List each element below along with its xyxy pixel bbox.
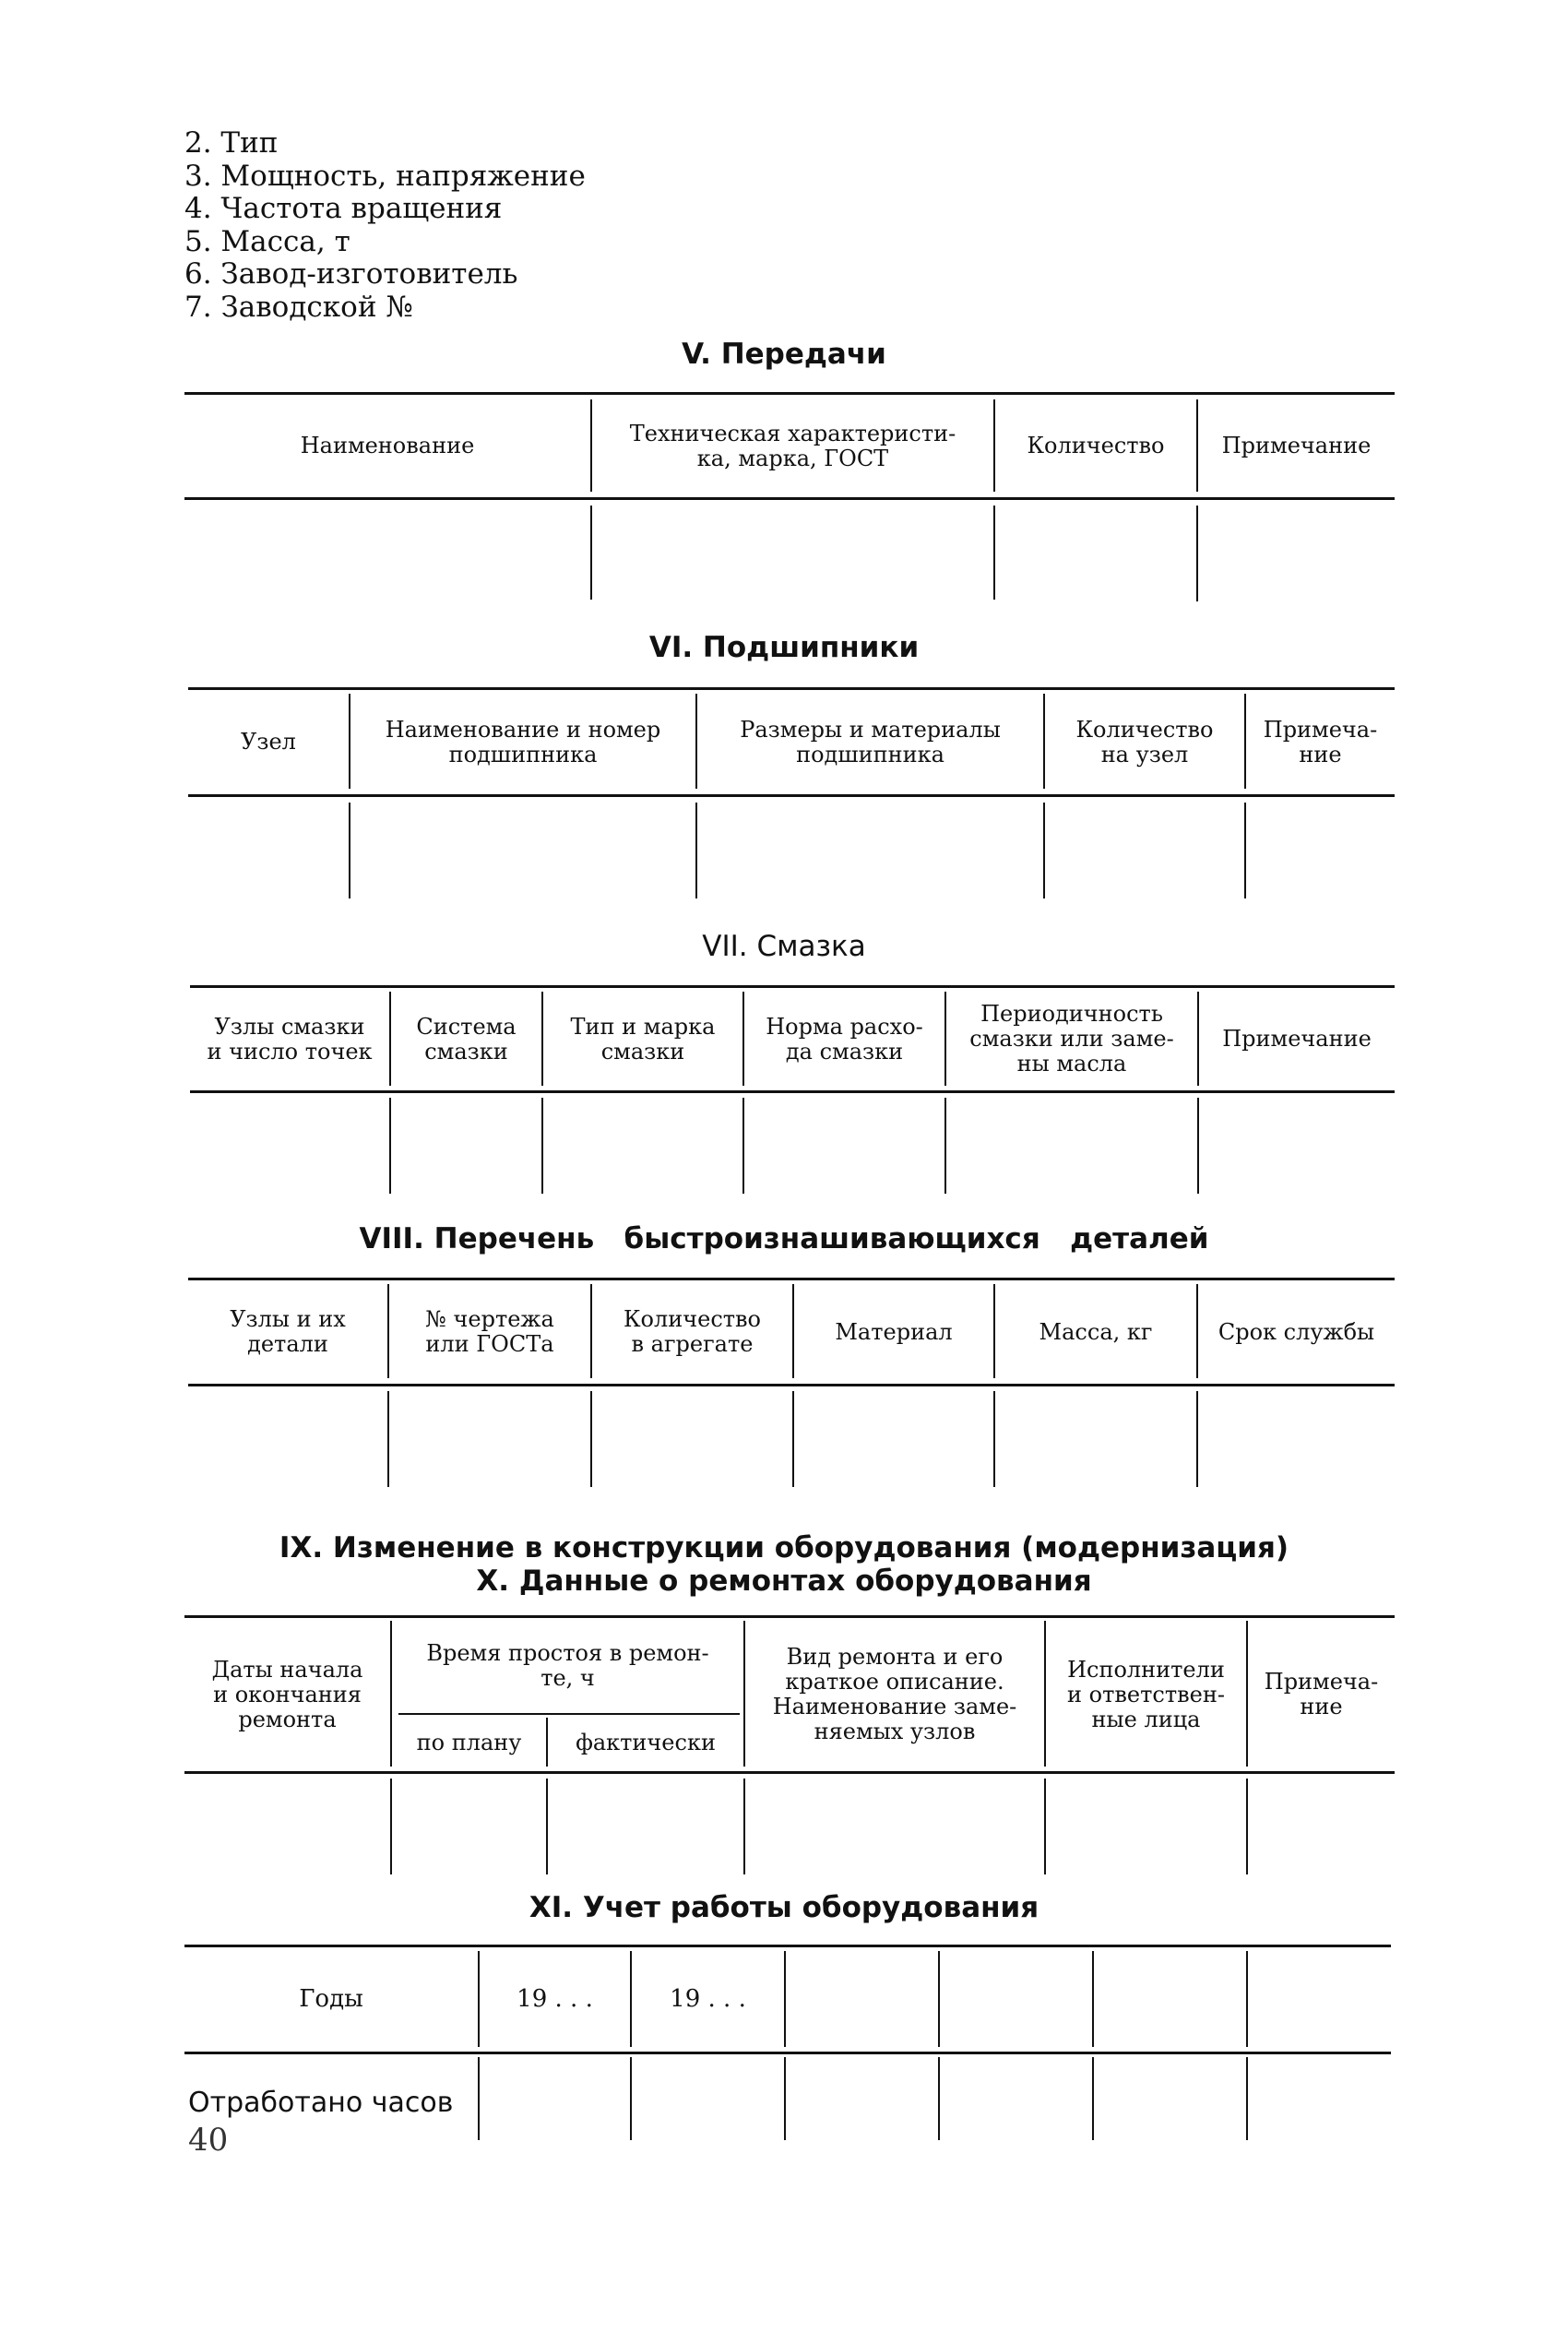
table-header-rule bbox=[188, 794, 1395, 797]
column-divider bbox=[944, 1098, 946, 1194]
header-cell: Узлы смазки и число точек bbox=[207, 1013, 373, 1065]
column-divider bbox=[993, 1391, 995, 1487]
header-cell: Примеча- ние bbox=[1264, 1669, 1379, 1719]
column-divider bbox=[742, 1098, 744, 1194]
header-cell: Периодичность смазки или заме- ны масла bbox=[969, 1001, 1174, 1077]
page-number: 40 bbox=[188, 2122, 229, 2159]
column-divider bbox=[1197, 1098, 1199, 1194]
equipment-spec-list bbox=[184, 127, 586, 324]
header-cell: Узлы и их детали bbox=[230, 1306, 346, 1357]
list-item: 7. Заводской № bbox=[184, 290, 413, 324]
section-viii-title: VIII. Перечень быстроизнашивающихся деталей bbox=[359, 1222, 1209, 1255]
column-divider bbox=[1043, 803, 1045, 898]
header-cell: Количество на узел bbox=[1075, 716, 1214, 767]
header-cell: Узел bbox=[241, 729, 296, 755]
list-item: 3. Мощность, напряжение bbox=[184, 159, 586, 193]
column-divider bbox=[695, 803, 697, 898]
column-divider bbox=[1092, 1951, 1094, 2047]
column-divider bbox=[349, 803, 350, 898]
column-divider bbox=[387, 1391, 389, 1487]
header-cell: Примеча- ние bbox=[1263, 716, 1378, 767]
header-cell: Примечание bbox=[1222, 1026, 1372, 1052]
year-cell: 19 . . . bbox=[670, 1985, 746, 2013]
header-cell: Вид ремонта и его краткое описание. Наименование заме- няемых узлов bbox=[772, 1644, 1017, 1744]
column-divider bbox=[1196, 506, 1198, 601]
column-divider bbox=[590, 1391, 592, 1487]
header-cell: Система смазки bbox=[416, 1013, 517, 1065]
list-item: 2. Тип bbox=[184, 126, 279, 160]
header-cell: Количество bbox=[1027, 433, 1165, 458]
table-header-rule bbox=[190, 1090, 1395, 1093]
column-divider bbox=[1246, 2057, 1248, 2140]
column-divider bbox=[784, 1951, 786, 2047]
column-divider bbox=[1044, 1779, 1046, 1874]
column-divider bbox=[590, 506, 592, 600]
header-cell: Даты начала и окончания ремонта bbox=[211, 1656, 363, 1732]
header-cell: Масса, кг bbox=[1039, 1318, 1153, 1345]
header-cell: Время простоя в ремон- те, ч bbox=[426, 1639, 709, 1691]
column-divider bbox=[630, 2057, 632, 2140]
column-divider bbox=[1246, 1951, 1248, 2047]
header-cell: Размеры и материалы подшипника bbox=[740, 716, 1001, 767]
header-cell: Примечание bbox=[1221, 433, 1372, 458]
header-cell: Исполнители и ответствен- ные лица bbox=[1067, 1656, 1225, 1732]
header-cell: Норма расхо- да смазки bbox=[766, 1013, 923, 1065]
header-cell: Количество в агрегате bbox=[623, 1306, 761, 1357]
years-label: Годы bbox=[299, 1985, 363, 2013]
list-item: 4. Частота вращения bbox=[184, 192, 503, 225]
column-divider bbox=[792, 1391, 794, 1487]
column-divider bbox=[1092, 2057, 1094, 2140]
section-vi-title: VI. Подшипники bbox=[648, 631, 920, 664]
header-cell: Наименование bbox=[300, 433, 475, 458]
header-cell: Тип и марка смазки bbox=[570, 1013, 716, 1065]
table-header-rule bbox=[184, 497, 1395, 500]
column-divider bbox=[993, 506, 995, 600]
header-cell: по плану bbox=[416, 1730, 522, 1755]
column-divider bbox=[546, 1779, 548, 1874]
list-item: 5. Масса, т bbox=[184, 224, 350, 258]
header-cell: № чертежа или ГОСТа bbox=[425, 1306, 554, 1357]
column-divider bbox=[784, 2057, 786, 2140]
hours-worked-label: Отработано часов bbox=[188, 2087, 454, 2119]
list-item: 6. Завод-изготовитель bbox=[184, 257, 518, 291]
year-cell: 19 . . . bbox=[517, 1985, 593, 2013]
column-divider bbox=[541, 1098, 543, 1194]
column-divider bbox=[1196, 1391, 1198, 1487]
header-cell: Наименование и номер подшипника bbox=[385, 716, 661, 767]
column-divider bbox=[938, 1951, 940, 2047]
header-cell: Техническая характеристи- ка, марка, ГОСТ bbox=[629, 420, 956, 471]
table-header-rule bbox=[184, 1771, 1395, 1774]
column-divider bbox=[1244, 803, 1246, 898]
column-divider bbox=[389, 1098, 391, 1194]
column-divider bbox=[478, 2057, 480, 2140]
section-xi-title: XI. Учет работы оборудования bbox=[529, 1891, 1039, 1924]
header-cell: Материал bbox=[835, 1318, 953, 1345]
table-mid-rule bbox=[184, 2052, 1391, 2054]
header-cell: фактически bbox=[576, 1730, 716, 1755]
column-divider bbox=[390, 1779, 392, 1874]
column-divider bbox=[1246, 1779, 1248, 1874]
table-header-rule bbox=[188, 1384, 1395, 1386]
section-vii-title: VII. Смазка bbox=[702, 930, 866, 963]
column-divider bbox=[938, 2057, 940, 2140]
section-v-title: V. Передачи bbox=[682, 338, 886, 371]
column-divider bbox=[743, 1779, 745, 1874]
section-ix-title: IX. Изменение в конструкции оборудования (модернизация) bbox=[279, 1531, 1289, 1565]
header-cell: Срок службы bbox=[1218, 1318, 1375, 1345]
section-x-title: X. Данные о ремонтах оборудования bbox=[476, 1565, 1092, 1598]
